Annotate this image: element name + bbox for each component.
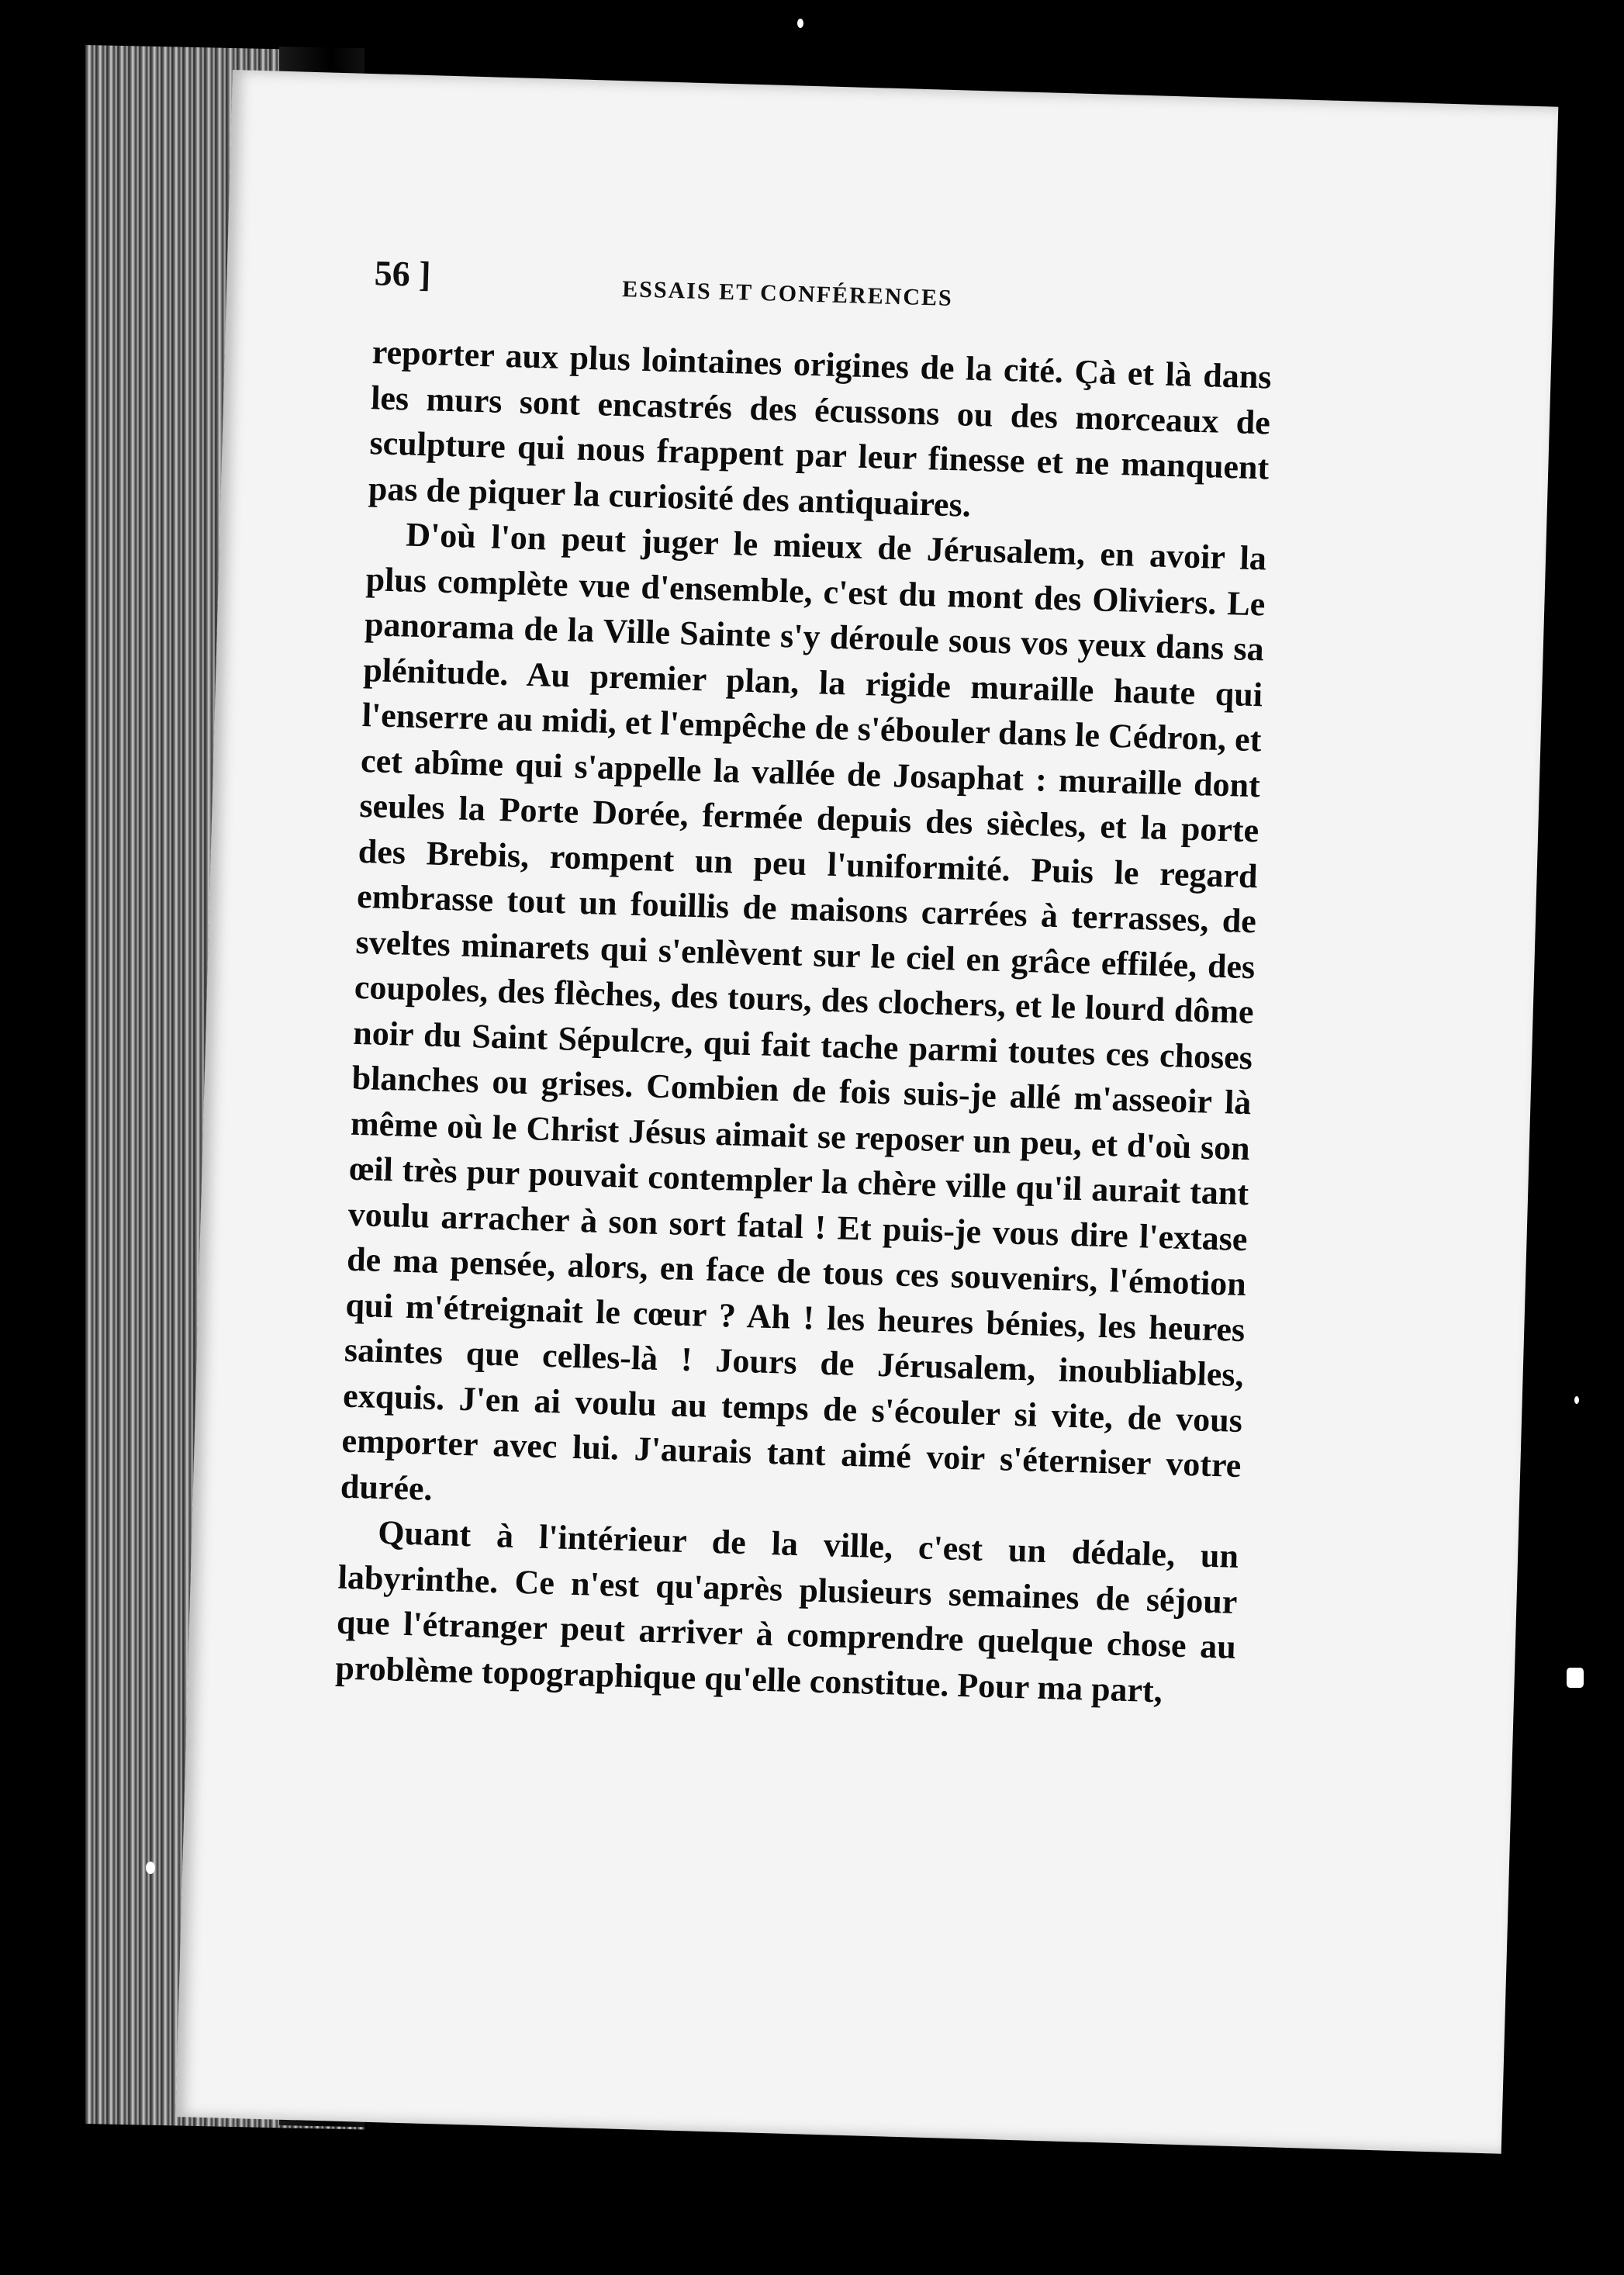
running-head bbox=[374, 252, 1275, 331]
dust-speck bbox=[1574, 1396, 1579, 1404]
page-content bbox=[335, 252, 1274, 1716]
paragraph-mont-des-oliviers: D'où l'on peut juger le mieux de Jérusalem, en avoir la plus complète vue d'ensemble, c'est du mont des Oliviers. Le panorama de la Ville Sainte s'y déroule sous vos yeux dans sa plénitude. Au premier plan, la rigide muraille haute qui l'enserre au midi, et l'empêche de s'ébouler dans le Cédron, et cet abîme qui s'appelle la vallée de Josaphat : muraille dont seules la Porte Dorée, fermée depuis des siècles, et la porte des Brebis, rompent un peu l'uniformité. Puis le regard embrasse tout un fouillis de maisons carrées à terrasses, de sveltes minarets qui s'enlèvent sur le ciel en grâce effilée, des coupoles, des flèches, des tours, des clochers, et le lourd dôme noir du Saint Sépulcre, qui fait tache parmi toutes ces choses blanches ou grises. Combien de fois suis-je allé m'asseoir là même où le Christ Jésus aimait se reposer un peu, et d'où son œil très pur pouvait contempler la chère ville qu'il aurait tant voulu arracher à son sort fatal ! Et puis-je vous dire l'extase de ma pensée, alors, en face de tous ces souvenirs, l'émotion qui m'étreignait le cœur ? Ah ! les heures bénies, les heures saintes que celles-là ! Jours de Jérusalem, inoubliables, exquis. J'en ai voulu au temps de s'écouler si vite, de vous emporter avec lui. J'aurais tant aimé voir s'éterniser votre durée. bbox=[340, 515, 1267, 1508]
dust-speck bbox=[797, 19, 803, 28]
scan-right-edge bbox=[1562, 0, 1624, 2275]
paragraph-interieur-ville: Quant à l'intérieur de la ville, c'est un dédale, un labyrinthe. Ce n'est qu'après plusieurs semaines de séjour que l'étranger peut arriver à comprendre quelque chose au problème topographique qu'elle constitue. Pour ma part, bbox=[334, 1513, 1239, 1710]
dust-speck bbox=[1567, 1668, 1584, 1688]
page-number: 56 ] bbox=[374, 253, 432, 295]
running-head-title: ESSAIS ET CONFÉRENCES bbox=[621, 276, 954, 312]
book-page bbox=[175, 70, 1558, 2154]
dust-speck bbox=[146, 1862, 155, 1874]
paragraph-continuation: reporter aux plus lointaines origines de la cité. Çà et là dans les murs sont encastrés des écussons ou des morceaux de sculpture qui nous frappent par leur finesse et ne manquent pas de piquer la curiosité des antiquaires. bbox=[368, 333, 1273, 524]
